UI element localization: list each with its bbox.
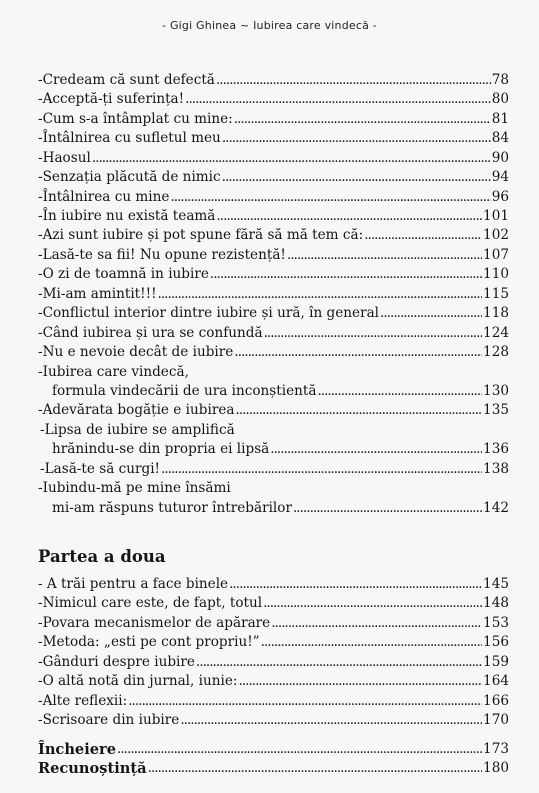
leader-dots <box>264 324 482 343</box>
toc-entry <box>38 401 509 420</box>
toc-entry-page: 170 <box>483 712 509 729</box>
leader-dots <box>270 440 482 459</box>
toc-entry-page: 90 <box>491 149 509 166</box>
toc-entry <box>38 594 509 613</box>
leader-dots <box>222 168 491 187</box>
toc-entry <box>38 575 509 594</box>
toc-entry-title: -Întâlnirea cu mine <box>38 188 170 205</box>
leader-dots <box>271 614 482 633</box>
toc-entry-title: -Credeam că sunt defectă <box>38 71 215 88</box>
toc-entry-title: -Gânduri despre iubire <box>38 653 195 670</box>
leader-dots <box>180 711 482 730</box>
toc-entry <box>38 479 509 518</box>
toc-entry-title: -Senzația plăcută de nimic <box>38 169 221 186</box>
toc-entry-title: -Mi-am amintit!!! <box>38 285 157 302</box>
toc-entry <box>38 363 509 402</box>
leader-dots <box>161 460 482 479</box>
leader-dots <box>170 188 490 207</box>
toc-entry-title: -Nu e nevoie decât de iubire <box>38 344 234 361</box>
toc-entry-page: 128 <box>483 344 509 361</box>
toc-entry <box>38 207 509 226</box>
leader-dots <box>234 343 482 362</box>
toc-entry-page: 156 <box>483 634 509 651</box>
leader-dots <box>210 265 482 284</box>
leader-dots <box>287 246 482 265</box>
toc-entry <box>38 343 509 362</box>
toc-entry-page: 159 <box>483 653 509 670</box>
leader-dots <box>364 226 482 245</box>
toc-entry-page: 118 <box>483 305 509 322</box>
toc-entry-page: 153 <box>483 614 509 631</box>
leader-dots <box>263 594 482 613</box>
toc-entry <box>38 324 509 343</box>
toc-entry-title-line2: hrănindu-se din propria ei lipsă <box>52 441 270 458</box>
toc-entry <box>38 460 509 479</box>
toc-entry-page: 96 <box>491 188 509 205</box>
leader-dots <box>317 382 482 401</box>
toc-entry-title: -Metoda: „esti pe cont propriu!” <box>38 634 260 651</box>
toc-entry-page: 94 <box>491 169 509 186</box>
toc-entry-page: 102 <box>483 227 509 244</box>
toc-entry-title: -Acceptă-ți suferința! <box>38 91 185 108</box>
leader-dots <box>229 575 482 594</box>
toc-entry-title: -O altă notă din jurnal, iunie: <box>38 673 238 690</box>
leader-dots <box>234 110 491 129</box>
toc-entry-title: -Povara mecanismelor de apărare <box>38 614 271 631</box>
table-of-contents-part-two <box>38 575 509 731</box>
leader-dots <box>261 633 482 652</box>
toc-entry <box>38 285 509 304</box>
toc-entry-title: -Întâlnirea cu sufletul meu <box>38 130 221 147</box>
running-header: - Gigi Ghinea ~ Iubirea care vindecă - <box>162 19 377 32</box>
leader-dots <box>196 653 482 672</box>
leader-dots <box>117 740 482 759</box>
toc-entry-page: 78 <box>491 71 509 88</box>
toc-entry-page: 130 <box>483 382 509 399</box>
toc-entry <box>38 90 509 109</box>
toc-entry-page: 136 <box>483 441 509 458</box>
leader-dots <box>216 207 482 226</box>
toc-entry-title-line1: -Lipsa de iubire se amplifică <box>40 421 235 438</box>
toc-entry-page: 110 <box>483 266 509 283</box>
leader-dots <box>293 499 482 518</box>
toc-entry <box>38 672 509 691</box>
toc-entry <box>38 71 509 90</box>
toc-entry-title: -În iubire nu există teamă <box>38 208 216 225</box>
toc-entry-title-line1: -Iubirea care vindecă, <box>38 363 189 380</box>
toc-entry-page: 124 <box>483 324 509 341</box>
toc-entry-title: Recunoștință <box>38 760 147 778</box>
toc-entry-page: 80 <box>491 91 509 108</box>
toc-entry <box>38 168 509 187</box>
toc-entry <box>38 265 509 284</box>
toc-entry-title-line1: -Iubindu-mă pe mine însămi <box>38 480 231 497</box>
toc-entry-title: -Haosul <box>38 149 91 166</box>
toc-entry <box>38 759 509 778</box>
toc-entry-page: 173 <box>483 740 509 757</box>
toc-entry <box>38 614 509 633</box>
toc-entry-title: -Scrisoare din iubire <box>38 712 180 729</box>
toc-entry-title: -O zi de toamnă in iubire <box>38 266 209 283</box>
toc-entry-title: - A trăi pentru a face binele <box>38 575 229 592</box>
table-of-contents-part-one <box>38 71 509 518</box>
leader-dots <box>235 401 482 420</box>
leader-dots <box>128 692 482 711</box>
toc-entry-page: 148 <box>483 595 509 612</box>
toc-entry-page: 180 <box>483 760 509 777</box>
leader-dots <box>185 90 491 109</box>
toc-entry-page: 115 <box>483 285 509 302</box>
toc-entry <box>38 421 509 460</box>
section-heading-part-two: Partea a doua <box>38 547 166 566</box>
toc-entry-title: -Alte reflexii: <box>38 692 128 709</box>
toc-entry-page: 135 <box>483 402 509 419</box>
toc-entry-page: 164 <box>483 673 509 690</box>
toc-entry-title: -Azi sunt iubire și pot spune fără să mă tem că: <box>38 227 364 244</box>
leader-dots <box>148 759 482 778</box>
toc-entry-page: 81 <box>491 110 509 127</box>
toc-entry-page: 101 <box>483 208 509 225</box>
toc-entry-title: -Cum s-a întâmplat cu mine: <box>38 110 233 127</box>
toc-entry-title: -Conflictul interior dintre iubire și ură, în general <box>38 305 380 322</box>
toc-entry <box>38 711 509 730</box>
toc-entry-page: 142 <box>483 499 509 516</box>
toc-entry-page: 145 <box>483 575 509 592</box>
toc-entry <box>38 246 509 265</box>
toc-entry-page: 166 <box>483 692 509 709</box>
toc-entry-page: 84 <box>491 130 509 147</box>
toc-entry <box>38 740 509 759</box>
leader-dots <box>216 71 491 90</box>
leader-dots <box>158 285 483 304</box>
toc-entry-title: -Lasă-te să curgi! <box>40 460 161 477</box>
toc-entry <box>38 692 509 711</box>
leader-dots <box>222 129 491 148</box>
toc-entry <box>38 304 509 323</box>
toc-entry <box>38 149 509 168</box>
toc-entry-page: 107 <box>483 246 509 263</box>
toc-entry <box>38 653 509 672</box>
toc-entry-title-line2: mi-am răspuns tuturor întrebărilor <box>52 499 292 516</box>
leader-dots <box>239 672 483 691</box>
toc-entry <box>38 129 509 148</box>
toc-entry-page: 138 <box>483 460 509 477</box>
toc-entry-title: Încheiere <box>38 740 117 758</box>
leader-dots <box>92 149 491 168</box>
toc-entry-title: -Lasă-te sa fii! Nu opune rezistență! <box>38 246 286 263</box>
toc-entry <box>38 188 509 207</box>
table-of-contents-closing <box>38 740 509 779</box>
toc-entry <box>38 110 509 129</box>
toc-entry-title: -Adevărata bogăție e iubirea <box>38 402 235 419</box>
leader-dots <box>380 304 482 323</box>
toc-entry-title: -Când iubirea și ura se confundă <box>38 324 263 341</box>
toc-entry-title: -Nimicul care este, de fapt, totul <box>38 595 263 612</box>
toc-entry <box>38 227 509 246</box>
toc-entry <box>38 633 509 652</box>
toc-entry-title-line2: formula vindecării de ura inconștientă <box>52 382 317 399</box>
